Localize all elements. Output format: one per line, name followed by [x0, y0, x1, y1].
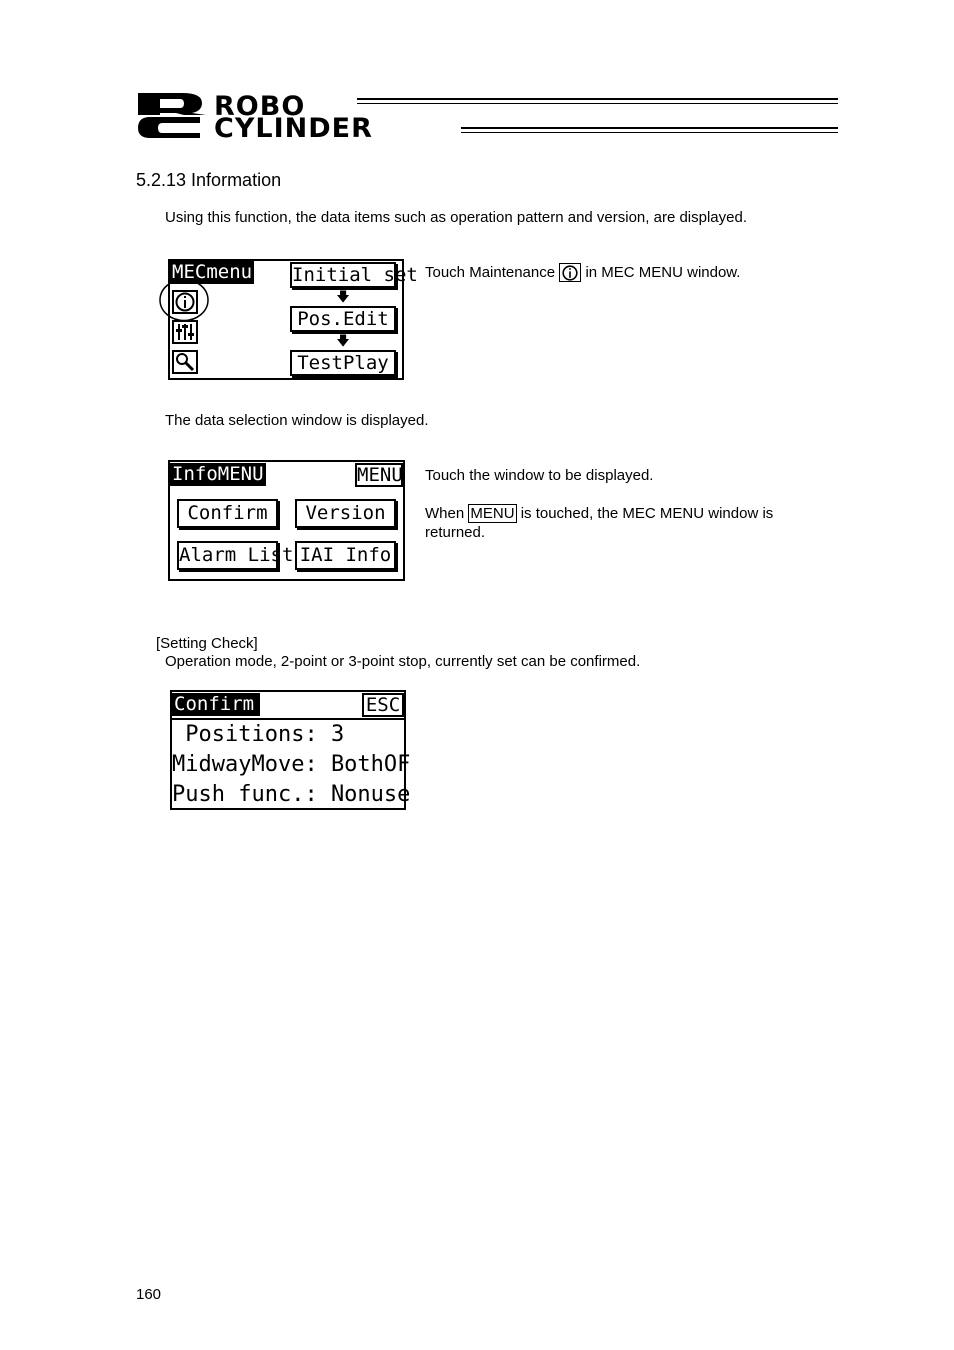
- info-icon: [559, 263, 581, 282]
- version-button[interactable]: Version: [295, 499, 396, 528]
- positions-value: Positions: 3: [172, 722, 345, 747]
- down-arrow-icon: 🡇: [336, 334, 350, 349]
- setting-check-heading: [Setting Check]: [156, 635, 258, 652]
- menu-inline-label: MENU: [470, 505, 515, 522]
- header-rule-top-2: [357, 103, 838, 104]
- page-number: 160: [136, 1286, 162, 1303]
- menu-button[interactable]: MENU: [357, 464, 403, 486]
- step2-text-after: is touched, the MEC MENU window is: [520, 505, 774, 522]
- search-icon[interactable]: [172, 350, 198, 374]
- parameter-icon[interactable]: [172, 320, 198, 344]
- step2-caption: The data selection window is displayed.: [165, 412, 429, 429]
- step2-text-before: When: [425, 505, 465, 522]
- confirm-screen: [170, 690, 411, 810]
- infomenu-screen: [168, 460, 405, 581]
- header-rule-bottom-1: [461, 127, 838, 129]
- header-rule-bottom-2: [461, 132, 838, 133]
- logo-text-cylinder: CYLINDER: [214, 113, 373, 144]
- section-intro: Using this function, the data items such as operation pattern and version, are displayed.: [165, 209, 748, 226]
- pos-edit-button[interactable]: Pos.Edit: [290, 306, 396, 332]
- step1-instruction: [425, 263, 740, 282]
- setting-check-description: Operation mode, 2-point or 3-point stop, currently set can be confirmed.: [165, 653, 641, 670]
- step2-instruction-2: [425, 504, 773, 523]
- down-arrow-icon: 🡇: [336, 290, 350, 305]
- initial-set-button[interactable]: Initial set: [292, 264, 418, 286]
- step2-instruction-1: Touch the window to be displayed.: [425, 467, 654, 484]
- step1-text-before: Touch Maintenance: [425, 264, 556, 281]
- midway-move-value: MidwayMove: BothOF: [172, 752, 411, 777]
- alarm-list-button[interactable]: Alarm List: [177, 541, 278, 570]
- section-title: 5.2.13 Information: [136, 170, 282, 190]
- push-func-value: Push func.: Nonuse: [172, 782, 411, 807]
- rc-logo-icon: [136, 91, 208, 139]
- esc-button[interactable]: ESC: [362, 693, 404, 717]
- logo-text-robo: ROBO: [214, 91, 306, 122]
- step2-instruction-3: returned.: [425, 524, 486, 541]
- infomenu-title: InfoMENU: [172, 463, 264, 485]
- iai-info-button[interactable]: IAI Info: [295, 541, 396, 570]
- confirm-button[interactable]: Confirm: [177, 499, 278, 528]
- highlight-circle: [158, 278, 210, 322]
- header-rule-top-1: [357, 98, 838, 100]
- step1-text-after: in MEC MENU window.: [585, 264, 741, 281]
- confirm-title: Confirm: [172, 693, 260, 716]
- testplay-button[interactable]: TestPlay: [290, 350, 396, 376]
- mecmenu-title: MECmenu: [172, 261, 253, 283]
